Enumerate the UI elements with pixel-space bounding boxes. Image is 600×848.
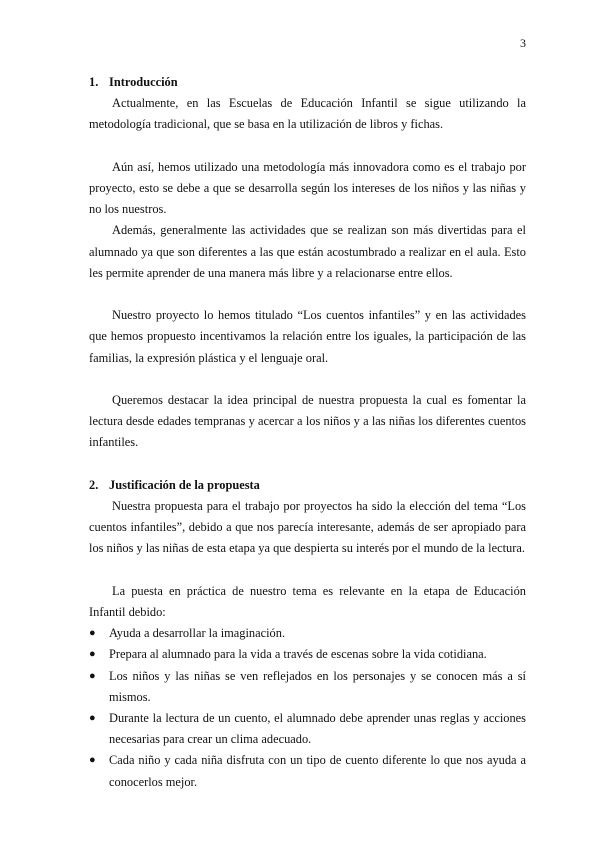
section-number: 1. [89,75,99,89]
list-item-text: Prepara al alumnado para la vida a través de escenas sobre la vida cotidiana. [109,647,487,662]
section-title: Introducción [109,75,178,89]
bullet-icon: ● [89,627,96,640]
bullet-icon: ● [89,669,96,682]
list-item [89,644,526,665]
document-body [89,72,526,793]
bullet-icon: ● [89,754,96,767]
section-number: 2. [89,477,99,492]
paragraph: La puesta en práctica de nuestro tema es relevante en la etapa de Educación Infantil debido: [89,583,526,619]
page-number: 3 [520,36,526,50]
paragraph: Actualmente, en las Escuelas de Educación Infantil se sigue utilizando la metodología tradicional, que se basa en la utilización de libros y fichas. [89,96,526,132]
bullet-icon: ● [89,648,96,661]
paragraph: Aún así, hemos utilizado una metodología más innovadora como es el trabajo por proyecto, esto se debe a que se desarrolla según los intereses de los niños y las niñas y no los nuestros. [89,159,526,217]
section-title: Justificación de la propuesta [109,477,260,492]
list-item [89,666,526,708]
paragraph: Además, generalmente las actividades que se realizan son más divertidas para el alumnado ya que son diferentes a las que están acostumbrado a realizar en el aula. Esto les permite aprender de una manera más libre y a relacionarse entre ellos. [89,223,526,280]
list-item-text: Los niños y las niñas se ven reflejados en los personajes y se conocen más a sí mismos. [109,668,526,704]
list-item-text: Cada niño y cada niña disfruta con un tipo de cuento diferente lo que nos ayuda a conocerlos mejor. [109,753,526,789]
paragraph: Nuestra propuesta para el trabajo por proyectos ha sido la elección del tema “Los cuentos infantiles”, debido a que nos parecía interesante, además de ser apropiado para los niños y las niñas de esta etapa ya que despierta su interés por el mundo de la lectura. [89,499,526,556]
paragraph: Queremos destacar la idea principal de nuestra propuesta la cual es fomentar la lectura desde edades tempranas y acercar a los niños y a las niñas los diferentes cuentos infantiles. [89,393,526,450]
list-item-text: Ayuda a desarrollar la imaginación. [109,626,286,641]
list-item [89,750,526,792]
section-heading-introduccion [89,72,526,93]
paragraph: Nuestro proyecto lo hemos titulado “Los cuentos infantiles” y en las actividades que hemos propuesto incentivamos la relación entre los iguales, la participación de las familias, la expresión plástica y el lenguaje oral. [89,308,526,365]
bullet-list [89,623,526,793]
section-heading-justificacion [89,475,526,496]
list-item [89,708,526,750]
list-item [89,623,526,644]
bullet-icon: ● [89,712,96,725]
list-item-text: Durante la lectura de un cuento, el alumnado debe aprender unas reglas y acciones necesarias para crear un clima adecuado. [109,711,526,747]
